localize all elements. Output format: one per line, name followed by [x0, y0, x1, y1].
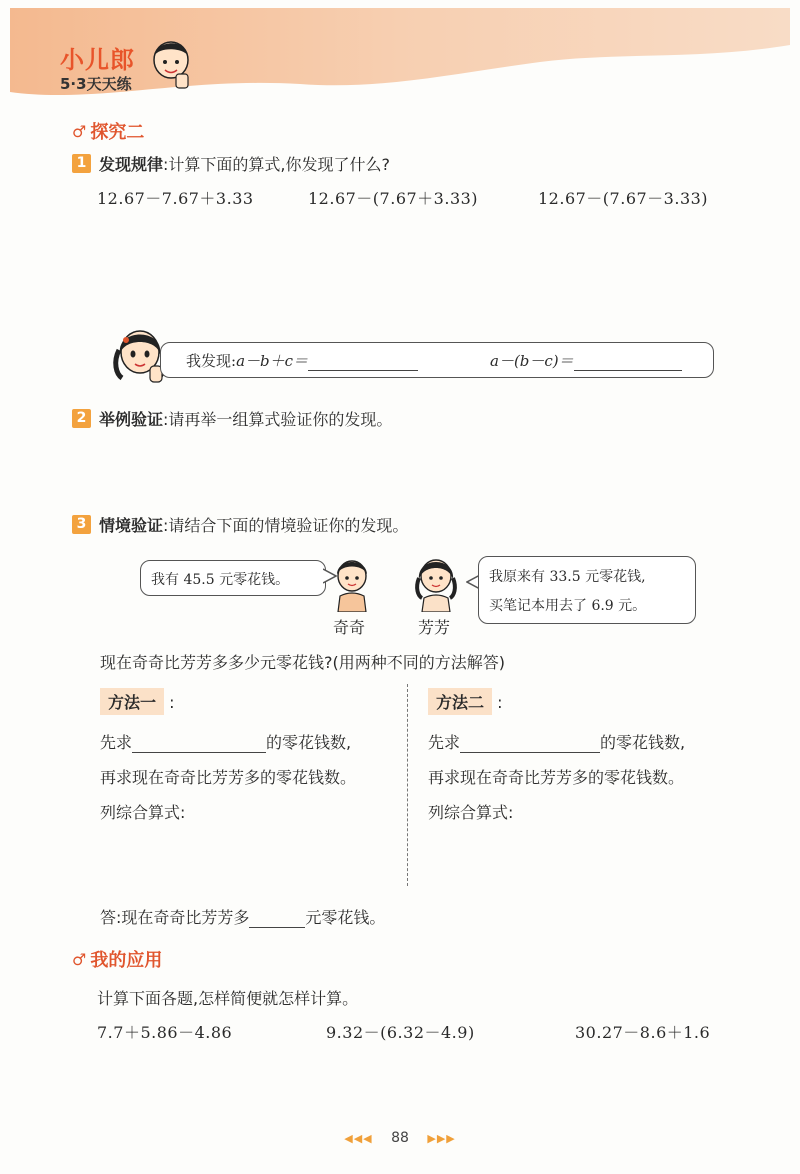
- brand-logo: [60, 40, 135, 94]
- answer-text: 答:现在奇奇比芳芳多: [100, 908, 250, 927]
- bubble-text-line-2: 买笔记本用去了 6.9 元。: [489, 598, 647, 614]
- question-3-heading: [72, 513, 408, 536]
- girl-fangfang-illustration-icon: [412, 554, 460, 612]
- method-2-line-3: 列综合算式:: [428, 803, 514, 822]
- discovery-row: [186, 350, 418, 371]
- expression-3: 12.67－(7.67－3.33): [538, 189, 709, 208]
- mascot-boy-icon: [150, 38, 192, 90]
- method-2-line-2: 再求现在奇奇比芳芳多的零花钱数。: [428, 768, 685, 787]
- speech-bubble-left: [140, 560, 326, 596]
- discovery-label: 我发现:: [186, 352, 237, 370]
- application-expression-1: 7.7＋5.86－4.86: [97, 1023, 233, 1042]
- method-tag: 方法二: [428, 688, 492, 715]
- method-text: 先求: [100, 733, 133, 752]
- bubble-text: 我有 45.5 元零花钱。: [151, 572, 290, 588]
- discovery-row-2: [490, 350, 682, 371]
- brand-subtitle: 5·3天天练: [60, 75, 132, 93]
- speech-bubble-right: [478, 556, 696, 624]
- gender-symbol-icon: ♂: [72, 121, 87, 141]
- left-arrows-icon: ◀◀◀: [344, 1132, 373, 1145]
- boy-qiqi-illustration-icon: [330, 556, 374, 612]
- method-colon: :: [169, 693, 175, 712]
- brand-title: 小儿郎: [60, 46, 135, 74]
- application-expression-2: 9.32－(6.32－4.9): [326, 1023, 475, 1042]
- method-divider: [407, 684, 408, 886]
- application-expression-3: 30.27－8.6＋1.6: [575, 1023, 711, 1042]
- method-1-heading: [100, 688, 175, 715]
- answer-blank-2[interactable]: [574, 370, 682, 371]
- section-heading-application: [72, 946, 162, 972]
- question-number-badge: 1: [72, 154, 91, 173]
- right-arrows-icon: ▶▶▶: [427, 1132, 456, 1145]
- question-1-heading: [72, 152, 390, 175]
- method-text: 先求: [428, 733, 461, 752]
- section-heading-explore: [72, 118, 144, 144]
- question-number-badge: 2: [72, 409, 91, 428]
- method-text: 的零花钱数,: [266, 733, 352, 752]
- scenario-question: 现在奇奇比芳芳多多少元零花钱?(用两种不同的方法解答): [100, 653, 505, 672]
- discovery-expression-1: a－b＋c＝: [236, 352, 309, 370]
- question-title: 情境验证: [99, 516, 164, 535]
- answer-line: [100, 905, 385, 928]
- answer-blank[interactable]: [249, 927, 305, 928]
- answer-blank-1[interactable]: [308, 370, 418, 371]
- question-title: 发现规律: [99, 155, 164, 174]
- method-1-blank[interactable]: [132, 752, 266, 753]
- answer-text: 元零花钱。: [305, 908, 386, 927]
- application-instruction: 计算下面各题,怎样简便就怎样计算。: [97, 989, 359, 1008]
- method-colon: :: [497, 693, 503, 712]
- page-footer: [0, 1130, 800, 1146]
- name-label-qiqi: 奇奇: [333, 618, 366, 637]
- question-number-badge: 3: [72, 515, 91, 534]
- method-2-line-1: [428, 730, 685, 753]
- question-2-heading: [72, 407, 392, 430]
- question-title: 举例验证: [99, 410, 164, 429]
- question-text: :计算下面的算式,你发现了什么?: [163, 155, 390, 174]
- expression-2: 12.67－(7.67＋3.33): [308, 189, 479, 208]
- bubble-text-line-1: 我原来有 33.5 元零花钱,: [489, 569, 646, 585]
- name-label-fangfang: 芳芳: [418, 618, 451, 637]
- method-tag: 方法一: [100, 688, 164, 715]
- method-1-line-1: [100, 730, 351, 753]
- question-text: :请再举一组算式验证你的发现。: [163, 410, 393, 429]
- section-title: 探究二: [90, 122, 145, 143]
- page-number: 88: [391, 1130, 409, 1146]
- section-title: 我的应用: [90, 950, 163, 971]
- method-2-blank[interactable]: [460, 752, 600, 753]
- expression-1: 12.67－7.67＋3.33: [97, 189, 254, 208]
- method-2-heading: [428, 688, 503, 715]
- method-1-line-2: 再求现在奇奇比芳芳多的零花钱数。: [100, 768, 357, 787]
- method-text: 的零花钱数,: [600, 733, 686, 752]
- question-text: :请结合下面的情境验证你的发现。: [163, 516, 409, 535]
- discovery-expression-2: a－(b－c)＝: [490, 352, 574, 370]
- gender-symbol-icon: ♂: [72, 949, 87, 969]
- method-1-line-3: 列综合算式:: [100, 803, 186, 822]
